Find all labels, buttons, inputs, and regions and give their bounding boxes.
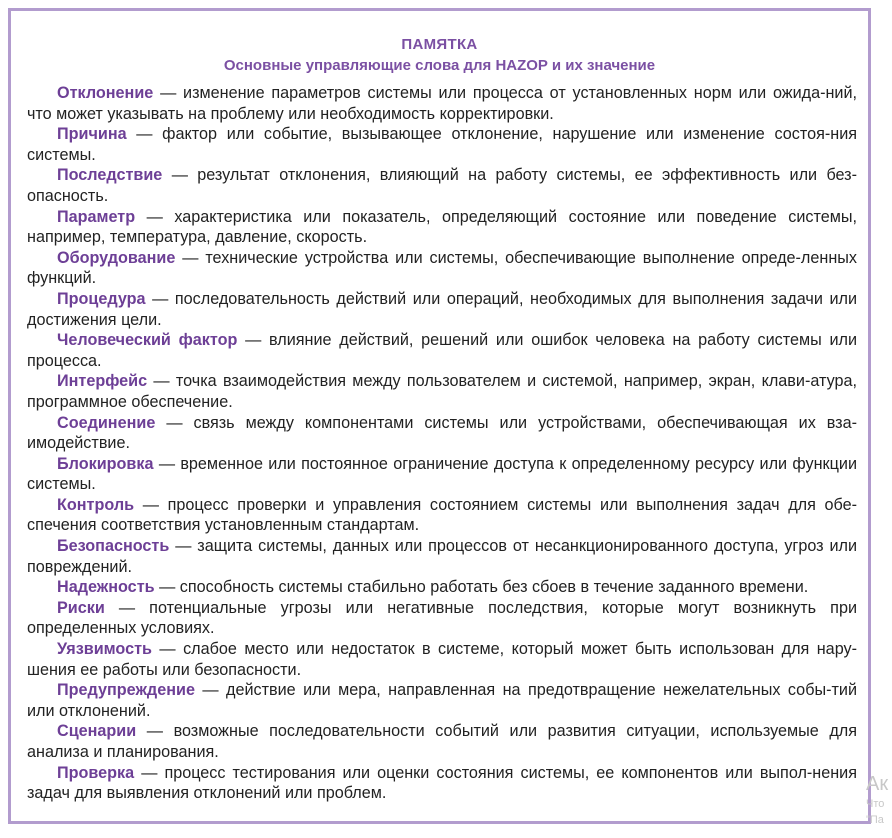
term-definition: — возможные последовательности событий или развития ситуации, используемые для анализа и планирования.	[27, 722, 857, 761]
term-definition: — слабое место или недостаток в системе, который может быть использован для нару-шения ее работы или безопасности.	[27, 640, 857, 679]
term-definition: — характеристика или показатель, определяющий состояние или поведение системы, например, температура, давление, скорость.	[27, 207, 857, 247]
term-entry	[27, 413, 857, 454]
term-name: Надежность	[57, 578, 155, 597]
term-definition: — точка взаимодействия между пользователем и системой, например, экран, клави-атура, программное обеспечение.	[27, 372, 857, 411]
term-entry	[27, 536, 857, 577]
memo-header	[11, 34, 868, 76]
watermark-line: "Па	[866, 814, 884, 826]
term-entry	[27, 124, 857, 165]
term-name: Блокировка	[57, 454, 154, 473]
memo-box	[8, 8, 871, 824]
term-definition: — потенциальные угрозы или негативные последствия, которые могут возникнуть при определенных условиях.	[27, 598, 857, 638]
term-definition: — процесс тестирования или оценки состояния системы, ее компонентов или выпол-нения задач для выявления отклонений или проблем.	[27, 763, 857, 803]
term-entry	[27, 763, 857, 804]
term-name: Интерфейс	[57, 372, 148, 391]
term-name: Отклонение	[57, 84, 154, 102]
term-definition: — влияние действий, решений или ошибок человека на работу системы или процесса.	[27, 331, 857, 370]
term-definition: — действие или мера, направленная на предотвращение нежелательных собы-тий или отклонений.	[27, 681, 857, 720]
watermark-line: Ак	[866, 773, 889, 795]
term-name: Безопасность	[57, 537, 170, 556]
term-definition: — связь между компонентами системы или устройствами, обеспечивающая их вза-имодействие.	[27, 413, 857, 453]
term-definition: — изменение параметров системы или процесса от установленных норм или ожида-ний, что может указывать на проблему или необходимость корректировки.	[27, 84, 857, 123]
term-entry	[27, 680, 857, 721]
term-definition: — временное или постоянное ограничение доступа к определенному ресурсу или функции системы.	[27, 454, 857, 494]
term-name: Причина	[57, 125, 127, 144]
term-entry	[27, 207, 857, 248]
watermark-line: Что	[866, 798, 885, 810]
term-definition: — технические устройства или системы, обеспечивающие выполнение опреде-ленных функций.	[27, 248, 857, 288]
term-name: Процедура	[57, 289, 146, 308]
term-definition: — последовательность действий или операций, необходимых для выполнения задачи или достижения цели.	[27, 289, 857, 329]
term-definition: — процесс проверки и управления состоянием системы или выполнения задач для обе-спечения соответствия установленным стандартам.	[27, 495, 857, 535]
term-name: Риски	[57, 598, 105, 617]
term-entry	[27, 577, 857, 598]
term-name: Параметр	[57, 207, 136, 226]
term-entry	[27, 721, 857, 762]
activation-watermark	[866, 772, 888, 828]
term-name: Проверка	[57, 763, 135, 782]
term-entry	[27, 83, 857, 124]
term-entry	[27, 289, 857, 330]
term-definition: — способность системы стабильно работать без сбоев в течение заданного времени.	[154, 578, 809, 597]
term-name: Сценарии	[57, 722, 137, 741]
terms-list	[27, 83, 857, 804]
term-entry	[27, 639, 857, 680]
term-name: Уязвимость	[57, 640, 152, 659]
term-entry	[27, 165, 857, 206]
term-definition: — результат отклонения, влияющий на работу системы, ее эффективность или без-опасность.	[27, 166, 857, 205]
term-name: Предупреждение	[57, 681, 195, 700]
term-entry	[27, 598, 857, 639]
term-definition: — фактор или событие, вызывающее отклонение, нарушение или изменение состоя-ния системы.	[27, 125, 857, 164]
memo-subtitle: Основные управляющие слова для HAZOP и их значение	[223, 57, 656, 74]
term-name: Человеческий фактор	[57, 331, 238, 350]
term-name: Оборудование	[57, 248, 176, 267]
memo-title: ПАМЯТКА	[401, 36, 478, 53]
term-name: Последствие	[57, 166, 163, 185]
term-name: Соединение	[57, 413, 156, 432]
term-entry	[27, 330, 857, 371]
term-entry	[27, 454, 857, 495]
term-entry	[27, 371, 857, 412]
term-entry	[27, 495, 857, 536]
term-name: Контроль	[57, 495, 135, 514]
term-definition: — защита системы, данных или процессов от несанкционированного доступа, угроз или повреждений.	[27, 537, 857, 576]
term-entry	[27, 248, 857, 289]
